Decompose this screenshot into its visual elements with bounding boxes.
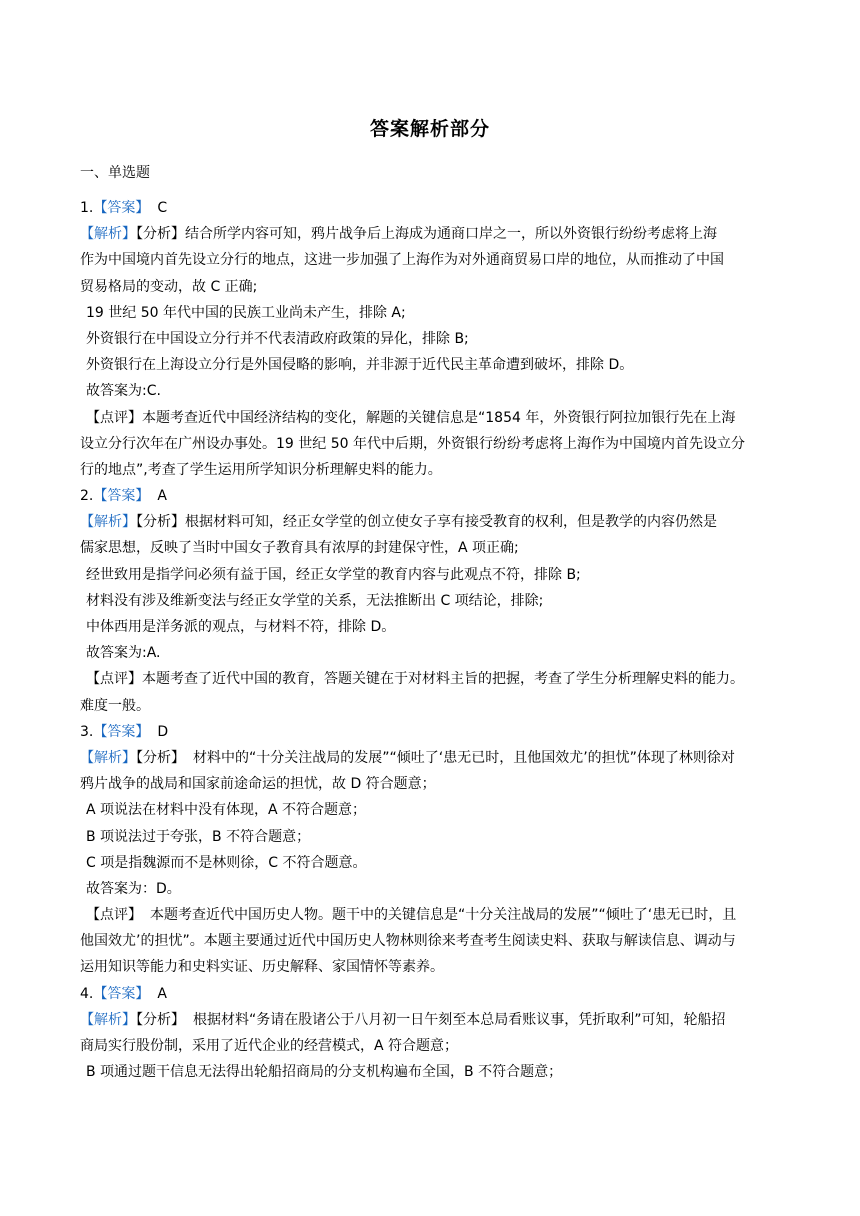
analysis-line: 【解析】【分析】 材料中的“十分关注战局的发展”“倾吐了‘患无已时，且他国效尤’的担忧”体现了林则徐对: [80, 749, 735, 766]
analysis-text: 商局实行股份制，采用了近代企业的经营模式，A 符合题意；: [80, 1038, 459, 1054]
exclusion-text: 经世致用是指学问必须有益于国，经正女学堂的教育内容与此观点不符，排除 B;: [86, 566, 581, 583]
review-label: 【点评】: [86, 671, 142, 688]
exclusion-text: 中体西用是洋务派的观点，与材料不符，排除 D。: [86, 619, 396, 635]
answer-line-4: 4.【答案】 A: [80, 985, 167, 1002]
exclusion-text: B 项说法过于夸张，B 不符合题意；: [86, 828, 311, 845]
analysis-sub-label: 【分析】: [136, 1011, 185, 1028]
exclusion-text: 19 世纪 50 年代中国的民族工业尚未产生，排除 A;: [86, 304, 406, 321]
answer-label: 【答案】: [93, 488, 150, 505]
analysis-sub-label: 【分析】: [136, 749, 185, 766]
analysis-label: 【解析】: [80, 226, 136, 243]
exclusion-text: 外资银行在上海设立分行是外国侵略的影响，并非源于近代民主革命遭到破坏，排除 D。: [86, 357, 634, 374]
review-text: 运用知识等能力和史料实证、历史解释、家国情怀等素养。: [80, 959, 444, 976]
section-heading: 一、单选题: [80, 165, 150, 181]
review-line: 【点评】 本题考查近代中国历史人物。题干中的关键信息是“十分关注战局的发展”“倾吐了‘患无已时，且: [86, 907, 737, 924]
analysis-sub-label: 【分析】: [136, 514, 185, 531]
review-line: 【点评】本题考查近代中国经济结构的变化，解题的关键信息是“1854 年，外资银行阿拉加银行先在上海: [86, 409, 736, 426]
analysis-text: 儒家思想，反映了当时中国女子教育具有浓厚的封建保守性，A 项正确;: [80, 540, 519, 557]
answer-value: A: [157, 985, 167, 1002]
review-line: 【点评】本题考查了近代中国的教育，答题关键在于对材料主旨的把握，考查了学生分析理解史料的能力。: [86, 671, 744, 688]
answer-value: A: [157, 488, 167, 505]
conclusion-text: 故答案为:C.: [86, 383, 161, 400]
exclusion-text: 外资银行在中国设立分行并不代表清政府政策的异化，排除 B;: [86, 330, 469, 347]
review-text: 行的地点”,考查了学生运用所学知识分析理解史料的能力。: [80, 461, 442, 478]
analysis-line: 【解析】【分析】结合所学内容可知，鸦片战争后上海成为通商口岸之一，所以外资银行纷纷考虑将上海: [80, 226, 717, 243]
answer-label: 【答案】: [93, 723, 150, 740]
conclusion-text: 故答案为：D。: [86, 880, 181, 897]
analysis-line: 【解析】【分析】 根据材料“务请在股诸公于八月初一日午刻至本总局看账议事，凭折取利”可知，轮船招: [80, 1011, 726, 1028]
analysis-text: 贸易格局的变动，故 C 正确;: [80, 278, 258, 295]
answer-line-1: 1.【答案】 C: [80, 200, 168, 216]
analysis-text: 鸦片战争的战局和国家前途命运的担忧，故 D 符合题意；: [80, 776, 436, 793]
analysis-label: 【解析】: [80, 749, 136, 766]
exclusion-text: A 项说法在材料中没有体现，A 不符合题意；: [86, 802, 367, 819]
analysis-label: 【解析】: [80, 514, 136, 531]
review-label: 【点评】: [86, 409, 142, 426]
page-title: 答案解析部分: [369, 118, 490, 140]
answer-list: [80, 195, 780, 1085]
conclusion-text: 故答案为:A.: [86, 645, 161, 662]
analysis-line: 【解析】【分析】根据材料可知，经正女学堂的创立使女子享有接受教育的权利，但是教学的内容仍然是: [80, 514, 717, 531]
analysis-label: 【解析】: [80, 1011, 136, 1028]
answer-line-3: 3.【答案】 D: [80, 723, 169, 740]
review-text: 他国效尤’的担忧”。本题主要通过近代中国历史人物林则徐来考查考生阅读史料、获取与解读信息、调动与: [80, 933, 736, 950]
exclusion-text: B 项通过题干信息无法得出轮船招商局的分支机构遍布全国，B 不符合题意；: [86, 1064, 563, 1081]
analysis-text: 作为中国境内首先设立分行的地点，这进一步加强了上海作为对外通商贸易口岸的地位，从而推动了中国: [80, 252, 724, 269]
answer-label: 【答案】: [93, 985, 150, 1002]
exclusion-text: 材料没有涉及维新变法与经正女学堂的关系，无法推断出 C 项结论，排除;: [86, 592, 544, 609]
analysis-sub-label: 【分析】: [136, 226, 185, 243]
review-text: 难度一般。: [80, 697, 150, 714]
answer-value: C: [157, 200, 168, 216]
review-text: 设立分行次年在广州设办事处。19 世纪 50 年代中后期，外资银行纷纷考虑将上海作为中国境内首先设立分: [80, 435, 745, 452]
answer-value: D: [157, 723, 169, 740]
answer-label: 【答案】: [93, 200, 150, 216]
answer-line-2: 2.【答案】 A: [80, 488, 167, 505]
exclusion-text: C 项是指魏源而不是林则徐，C 不符合题意。: [86, 854, 367, 871]
review-label: 【点评】: [86, 907, 142, 924]
